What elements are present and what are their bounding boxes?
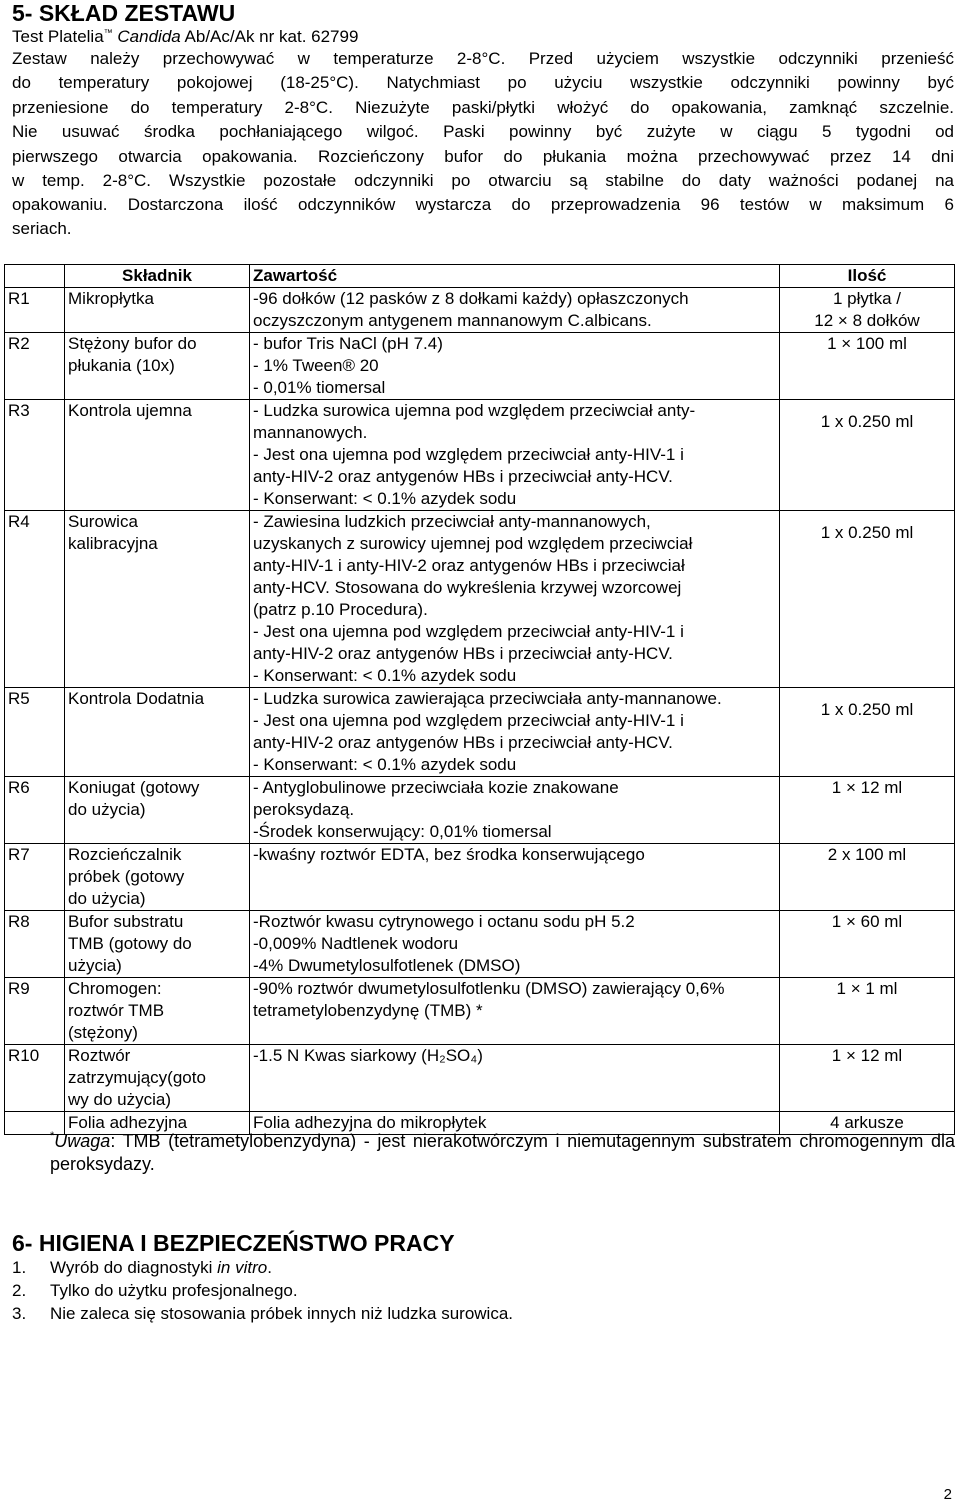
table-row xyxy=(5,288,955,333)
row-component-line: płukania (10x) xyxy=(68,356,175,375)
row-content-line: -1.5 N Kwas siarkowy (H₂SO₄) xyxy=(253,1046,483,1065)
row-component-line: Koniugat (gotowy xyxy=(68,778,200,797)
row-component-line: Mikropłytka xyxy=(68,289,154,308)
row-quantity xyxy=(780,911,955,978)
row-content-line: anty-HIV-1 i anty-HIV-2 oraz antygenów HBs i przeciwciał xyxy=(253,556,685,575)
header-code xyxy=(5,265,65,288)
row-content xyxy=(250,400,780,511)
row-quantity-line: 1 x 0.250 ml xyxy=(820,523,914,542)
row-quantity-line: 1 × 1 ml xyxy=(836,979,898,998)
row-component xyxy=(65,511,250,688)
safety-list-item xyxy=(12,1302,513,1325)
row-content-line: -4% Dwumetylosulfotlenek (DMSO) xyxy=(253,956,521,975)
row-content-line: anty-HCV. Stosowana do wykreślenia krzywej wzorcowej xyxy=(253,578,682,597)
row-content-line: - Antyglobulinowe przeciwciała kozie znakowane xyxy=(253,778,619,797)
safety-list xyxy=(12,1256,513,1325)
row-component-line: (stężony) xyxy=(68,1023,138,1042)
row-content-line: - Jest ona ujemna pod względem przeciwciał anty-HIV-1 i xyxy=(253,622,684,641)
row-component xyxy=(65,688,250,777)
row-component xyxy=(65,777,250,844)
row-content-line: - Jest ona ujemna pod względem przeciwciał anty-HIV-1 i xyxy=(253,711,684,730)
row-quantity-line: 1 × 100 ml xyxy=(827,334,907,353)
row-content xyxy=(250,333,780,400)
kit-subtitle xyxy=(12,26,358,48)
row-component-line: zatrzymujący(goto xyxy=(68,1068,206,1087)
table-row xyxy=(5,844,955,911)
row-quantity xyxy=(780,1045,955,1112)
list-item-number: 2. xyxy=(12,1281,27,1300)
row-content xyxy=(250,688,780,777)
table-row xyxy=(5,911,955,978)
row-content-line: tetrametylobenzydynę (TMB) * xyxy=(253,1001,483,1020)
row-content xyxy=(250,511,780,688)
kit-subtitle-rest: Ab/Ac/Ak nr kat. 62799 xyxy=(184,27,359,46)
row-content-line: - Jest ona ujemna pod względem przeciwciał anty-HIV-1 i xyxy=(253,445,684,464)
safety-list-item xyxy=(12,1279,513,1302)
list-item-number: 3. xyxy=(12,1304,27,1323)
row-component-line: do użycia) xyxy=(68,889,146,908)
row-quantity xyxy=(780,844,955,911)
row-content-line: - Ludzka surowica zawierająca przeciwciała anty-mannanowe. xyxy=(253,689,722,708)
kit-subtitle-prefix: Test Platelia xyxy=(12,27,104,46)
row-quantity-line: 1 płytka / xyxy=(832,289,902,308)
row-component-line: Bufor substratu xyxy=(68,912,184,931)
row-component xyxy=(65,911,250,978)
row-content-line: - 0,01% tiomersal xyxy=(253,378,386,397)
row-content-line: anty-HIV-2 oraz antygenów HBs i przeciwciał anty-HCV. xyxy=(253,644,673,663)
footnote xyxy=(50,1130,955,1176)
list-item-number: 1. xyxy=(12,1258,27,1277)
row-code: R8 xyxy=(5,911,65,978)
section-6-title: 6- HIGIENA I BEZPIECZEŃSTWO PRACY xyxy=(12,1230,455,1256)
row-quantity xyxy=(780,688,955,777)
row-component-line: kalibracyjna xyxy=(68,534,158,553)
row-content xyxy=(250,978,780,1045)
row-quantity-line: 4 arkusze xyxy=(830,1113,904,1132)
table-row xyxy=(5,1045,955,1112)
row-component xyxy=(65,1045,250,1112)
row-quantity-line: 1 × 12 ml xyxy=(831,1046,903,1065)
row-component xyxy=(65,844,250,911)
row-content-line: mannanowych. xyxy=(253,423,368,442)
row-content-line: anty-HIV-2 oraz antygenów HBs i przeciwciał anty-HCV. xyxy=(253,467,673,486)
row-content-line: - Konserwant: < 0.1% azydek sodu xyxy=(253,755,517,774)
row-component-line: użycia) xyxy=(68,956,122,975)
row-quantity xyxy=(780,400,955,511)
row-component xyxy=(65,288,250,333)
kit-subtitle-species: Candida xyxy=(117,27,181,46)
paragraph-line: do temperatury pokojowej (18-25°C). Natychmiast po użyciu wszystkie odczynniki powinny być xyxy=(12,73,954,92)
footnote-text: : TMB (tetrametylobenzydyna) - jest nierakotwórczym i niemutagennym substratem chromogennym dla peroksydazy. xyxy=(50,1131,955,1174)
row-quantity-line: 1 x 0.250 ml xyxy=(820,412,914,431)
row-content-line: -96 dołków (12 pasków z 8 dołkami każdy) opłaszczonych xyxy=(253,289,689,308)
row-quantity-line: 12 × 8 dołków xyxy=(814,311,920,330)
paragraph-line: Nie usuwać środka pochłaniającego wilgoć. Paski powinny być zużyte w ciągu 5 tygodni od xyxy=(12,122,954,141)
row-component xyxy=(65,333,250,400)
list-item-text: Nie zaleca się stosowania próbek innych niż ludzka surowica. xyxy=(50,1304,514,1323)
row-quantity xyxy=(780,288,955,333)
row-content xyxy=(250,844,780,911)
kit-components-table xyxy=(4,264,955,1135)
row-component-line: Kontrola ujemna xyxy=(68,401,192,420)
row-quantity xyxy=(780,511,955,688)
row-component-line: roztwór TMB xyxy=(68,1001,165,1020)
paragraph-line: opakowaniu. Dostarczona ilość odczynników wystarcza do przeprowadzenia 96 testów w maksimum 6 xyxy=(12,195,954,214)
row-content-line: uzyskanych z surowicy ujemnej pod względem przeciwciał xyxy=(253,534,693,553)
row-content xyxy=(250,911,780,978)
row-content-line: anty-HIV-2 oraz antygenów HBs i przeciwciał anty-HCV. xyxy=(253,733,673,752)
header-quantity: Ilość xyxy=(780,265,955,288)
table-row xyxy=(5,333,955,400)
row-component xyxy=(65,400,250,511)
row-content-line: -Środek konserwujący: 0,01% tiomersal xyxy=(253,822,552,841)
row-code: R9 xyxy=(5,978,65,1045)
list-item-text: Wyrób do diagnostyki xyxy=(50,1258,218,1277)
table-row xyxy=(5,777,955,844)
row-content-line: - Konserwant: < 0.1% azydek sodu xyxy=(253,489,517,508)
row-code: R3 xyxy=(5,400,65,511)
safety-list-item xyxy=(12,1256,513,1279)
row-quantity-line: 1 × 60 ml xyxy=(831,912,903,931)
table-row xyxy=(5,688,955,777)
row-content-line: - bufor Tris NaCl (pH 7.4) xyxy=(253,334,443,353)
row-component-line: Kontrola Dodatnia xyxy=(68,689,205,708)
row-quantity xyxy=(780,978,955,1045)
row-content-line: -90% roztwór dwumetylosulfotlenku (DMSO) zawierający 0,6% xyxy=(253,979,725,998)
row-quantity xyxy=(780,777,955,844)
row-code: R5 xyxy=(5,688,65,777)
row-content-line: Folia adhezyjna do mikropłytek xyxy=(253,1113,487,1132)
row-component-line: Stężony bufor do xyxy=(68,334,197,353)
paragraph-line: Zestaw należy przechowywać w temperaturze 2-8°C. Przed użyciem wszystkie odczynniki przenieść xyxy=(12,49,954,68)
row-content xyxy=(250,288,780,333)
row-content-line: oczyszczonym antygenem mannanowym C.albicans. xyxy=(253,311,652,330)
row-code: R7 xyxy=(5,844,65,911)
row-content xyxy=(250,777,780,844)
footnote-label: Uwaga xyxy=(54,1131,111,1151)
row-component-line: wy do użycia) xyxy=(68,1090,171,1109)
row-code: R6 xyxy=(5,777,65,844)
table-row xyxy=(5,978,955,1045)
paragraph-line: seriach. xyxy=(12,219,72,238)
footnote-mark: * xyxy=(50,1130,55,1142)
trademark-mark: ™ xyxy=(103,27,113,38)
paragraph-line: pierwszego otwarcia opakowania. Rozcieńczony bufor do płukania można przechowywać przez 14 dni xyxy=(12,147,954,166)
row-code: R10 xyxy=(5,1045,65,1112)
row-content-line: -kwaśny roztwór EDTA, bez środka konserwującego xyxy=(253,845,645,864)
row-component-line: Folia adhezyjna xyxy=(68,1113,188,1132)
table-header-row xyxy=(5,265,955,288)
page-number: 2 xyxy=(943,1486,952,1503)
row-quantity xyxy=(780,333,955,400)
row-content-line: peroksydazą. xyxy=(253,800,355,819)
list-item-suffix: . xyxy=(267,1258,272,1277)
row-component-line: Chromogen: xyxy=(68,979,162,998)
row-content-line: -0,009% Nadtlenek wodoru xyxy=(253,934,459,953)
row-content-line: - Zawiesina ludzkich przeciwciał anty-mannanowych, xyxy=(253,512,651,531)
section-5-title: 5- SKŁAD ZESTAWU xyxy=(12,0,236,26)
row-component-line: do użycia) xyxy=(68,800,146,819)
row-content xyxy=(250,1045,780,1112)
row-content-line: - 1% Tween® 20 xyxy=(253,356,379,375)
row-content-line: -Roztwór kwasu cytrynowego i octanu sodu pH 5.2 xyxy=(253,912,635,931)
row-component-line: Rozcieńczalnik xyxy=(68,845,182,864)
header-component: Składnik xyxy=(65,265,250,288)
row-component-line: Surowica xyxy=(68,512,138,531)
row-content-line: - Konserwant: < 0.1% azydek sodu xyxy=(253,666,517,685)
row-component-line: Roztwór xyxy=(68,1046,131,1065)
paragraph-line: przeniesione do temperatury 2-8°C. Niezużyte paski/płytki włożyć do opakowania, zamknąć szczelnie. xyxy=(12,98,954,117)
row-quantity-line: 1 × 12 ml xyxy=(831,778,903,797)
row-component-line: próbek (gotowy xyxy=(68,867,185,886)
row-component-line: TMB (gotowy do xyxy=(68,934,192,953)
list-item-italic: in vitro xyxy=(217,1258,268,1277)
row-content-line: - Ludzka surowica ujemna pod względem przeciwciał anty- xyxy=(253,401,696,420)
row-content-line: (patrz p.10 Procedura). xyxy=(253,600,428,619)
list-item-text: Tylko do użytku profesjonalnego. xyxy=(50,1281,298,1300)
paragraph-line: w temp. 2-8°C. Wszystkie pozostałe odczynniki po otwarciu są stabilne do daty ważności podanej na xyxy=(12,171,954,190)
table-row xyxy=(5,400,955,511)
table-row xyxy=(5,511,955,688)
row-quantity-line: 2 x 100 ml xyxy=(827,845,907,864)
row-quantity-line: 1 x 0.250 ml xyxy=(820,700,914,719)
row-component xyxy=(65,978,250,1045)
header-content: Zawartość xyxy=(250,265,780,288)
row-code: R2 xyxy=(5,333,65,400)
row-code: R4 xyxy=(5,511,65,688)
row-code: R1 xyxy=(5,288,65,333)
